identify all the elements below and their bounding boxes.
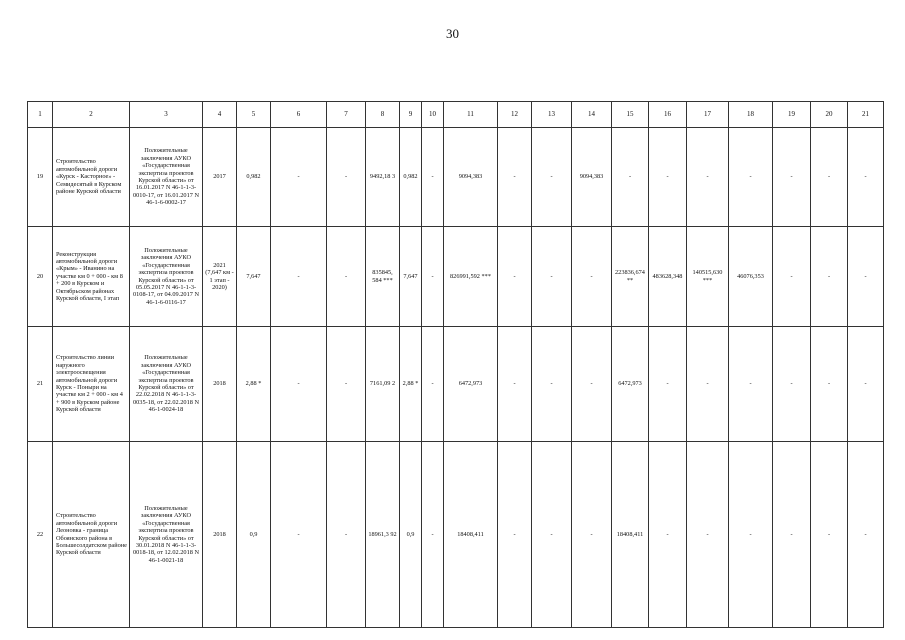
column-header: 18	[729, 102, 773, 128]
value-cell: -	[271, 128, 327, 227]
value-cell: -	[422, 327, 444, 442]
value-cell: 7,647	[237, 227, 271, 327]
value-cell: -	[773, 442, 811, 628]
value-cell: -	[532, 442, 572, 628]
value-cell: -	[327, 227, 366, 327]
value-cell: 0,9	[400, 442, 422, 628]
value-cell: -	[848, 327, 884, 442]
column-header: 3	[130, 102, 203, 128]
value-cell: -	[773, 227, 811, 327]
column-header: 19	[773, 102, 811, 128]
value-cell: 9094,383	[572, 128, 612, 227]
column-header: 6	[271, 102, 327, 128]
expertise-docs-cell: Положительные заключения АУКО «Государственная экспертиза проектов Курской области» от 05.05.2017 N 46-1-1-3-0108-17, от 04.09.2017 N 46-1-6-0116-17	[130, 227, 203, 327]
column-header: 12	[498, 102, 532, 128]
table-header-row	[28, 102, 884, 128]
row-number-cell: 21	[28, 327, 53, 442]
value-cell: -	[811, 128, 848, 227]
table-row	[28, 227, 884, 327]
value-cell: -	[649, 128, 687, 227]
column-header: 20	[811, 102, 848, 128]
value-cell: -	[687, 327, 729, 442]
value-cell: -	[649, 327, 687, 442]
expertise-docs-cell: Положительные заключения АУКО «Государственная экспертиза проектов Курской области» от 16.01.2017 N 46-1-1-3-0010-17, от 16.01.2017 N 46-1-6-0002-17	[130, 128, 203, 227]
column-header: 5	[237, 102, 271, 128]
value-cell: -	[498, 227, 532, 327]
value-cell: -	[271, 227, 327, 327]
column-header: 11	[444, 102, 498, 128]
column-header: 1	[28, 102, 53, 128]
value-cell: -	[848, 227, 884, 327]
row-number-cell: 20	[28, 227, 53, 327]
value-cell: -	[848, 442, 884, 628]
column-header: 21	[848, 102, 884, 128]
column-header: 16	[649, 102, 687, 128]
value-cell: 2,88 *	[237, 327, 271, 442]
column-header: 10	[422, 102, 444, 128]
value-cell: -	[729, 442, 773, 628]
value-cell: 483628,348	[649, 227, 687, 327]
value-cell: -	[848, 128, 884, 227]
value-cell: -	[532, 227, 572, 327]
table-row	[28, 128, 884, 227]
value-cell: -	[327, 128, 366, 227]
value-cell: 18408,411	[444, 442, 498, 628]
value-cell: -	[498, 327, 532, 442]
value-cell: 18961,3 92	[366, 442, 400, 628]
value-cell: -	[422, 128, 444, 227]
value-cell: 0,9	[237, 442, 271, 628]
column-header: 15	[612, 102, 649, 128]
value-cell: 0,982	[400, 128, 422, 227]
object-name-cell: Строительство линии наружного электроосвещения автомобильной дороги Курск - Поныри на участке км 2 + 000 - км 4 + 900 в Курском районе Курской области	[53, 327, 130, 442]
value-cell: -	[687, 442, 729, 628]
expertise-docs-cell: Положительные заключения АУКО «Государственная экспертиза проектов Курской области» от 22.02.2018 N 46-1-1-3-0035-18, от 22.02.2018 N 46-1-0024-18	[130, 327, 203, 442]
value-cell: -	[572, 227, 612, 327]
value-cell: 826991,592 ***	[444, 227, 498, 327]
value-cell: -	[271, 327, 327, 442]
value-cell: 2,88 *	[400, 327, 422, 442]
value-cell: 9492,18 3	[366, 128, 400, 227]
value-cell: -	[498, 442, 532, 628]
value-cell: 9094,383	[444, 128, 498, 227]
value-cell: -	[612, 128, 649, 227]
value-cell: 46076,353	[729, 227, 773, 327]
value-cell: -	[649, 442, 687, 628]
column-header: 9	[400, 102, 422, 128]
value-cell: 223836,674 **	[612, 227, 649, 327]
object-name-cell: Строительство автомобильной дороги «Курск - Касторное» - Семидесятый в Курском районе Курской области	[53, 128, 130, 227]
value-cell: -	[422, 442, 444, 628]
value-cell: -	[327, 442, 366, 628]
value-cell: 6472,973	[612, 327, 649, 442]
value-cell: 2021 (7,647 км - 1 этап - 2020)	[203, 227, 237, 327]
row-number-cell: 22	[28, 442, 53, 628]
object-name-cell: Строительство автомобильной дороги Леоновка - граница Обоянского района в Большесолдатском районе Курской области	[53, 442, 130, 628]
value-cell: 7,647	[400, 227, 422, 327]
value-cell: -	[773, 128, 811, 227]
page-number: 30	[446, 26, 459, 41]
value-cell: -	[729, 327, 773, 442]
value-cell: 835845, 584 ***	[366, 227, 400, 327]
column-header: 4	[203, 102, 237, 128]
value-cell: 2017	[203, 128, 237, 227]
value-cell: -	[572, 327, 612, 442]
value-cell: 2018	[203, 442, 237, 628]
value-cell: -	[687, 128, 729, 227]
data-table	[27, 101, 884, 628]
value-cell: -	[532, 128, 572, 227]
value-cell: 6472,973	[444, 327, 498, 442]
value-cell: 18408,411	[612, 442, 649, 628]
row-number-cell: 19	[28, 128, 53, 227]
value-cell: -	[572, 442, 612, 628]
value-cell: -	[498, 128, 532, 227]
column-header: 8	[366, 102, 400, 128]
value-cell: -	[811, 327, 848, 442]
table-row	[28, 327, 884, 442]
table-row	[28, 442, 884, 628]
value-cell: 7161,09 2	[366, 327, 400, 442]
column-header: 7	[327, 102, 366, 128]
value-cell: 0,982	[237, 128, 271, 227]
value-cell: -	[811, 227, 848, 327]
value-cell: -	[327, 327, 366, 442]
object-name-cell: Реконструкция автомобильной дороги «Крым» - Иванино на участке км 0 + 000 - км 8 + 200 в Курском и Октябрьском районах Курской области, I этап	[53, 227, 130, 327]
value-cell: 2018	[203, 327, 237, 442]
value-cell: -	[422, 227, 444, 327]
column-header: 17	[687, 102, 729, 128]
value-cell: -	[773, 327, 811, 442]
value-cell: -	[271, 442, 327, 628]
column-header: 14	[572, 102, 612, 128]
value-cell: 140515,630 ***	[687, 227, 729, 327]
column-header: 13	[532, 102, 572, 128]
value-cell: -	[729, 128, 773, 227]
value-cell: -	[811, 442, 848, 628]
value-cell: -	[532, 327, 572, 442]
column-header: 2	[53, 102, 130, 128]
expertise-docs-cell: Положительные заключения АУКО «Государственная экспертиза проектов Курской области» от 30.01.2018 N 46-1-1-3-0018-18, от 12.02.2018 N 46-1-0021-18	[130, 442, 203, 628]
